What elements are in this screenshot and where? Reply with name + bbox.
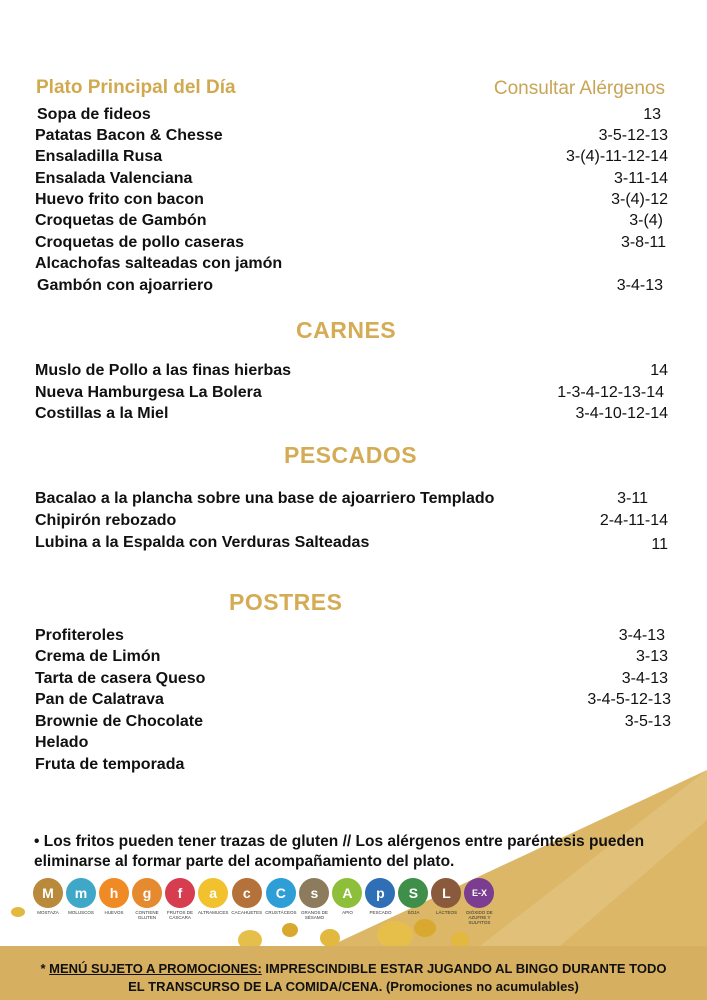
promo-footer bbox=[0, 946, 707, 1000]
menu-item-allergens: 13 bbox=[643, 106, 661, 123]
menu-item bbox=[35, 510, 668, 531]
promo-footer-line-1: * MENÚ SUJETO A PROMOCIONES: IMPRESCINDIBLE ESTAR JUGANDO AL BINGO DURANTE TODO bbox=[40, 961, 667, 976]
allergen-lupin: a ALTRAMUCES bbox=[198, 878, 228, 928]
menu-item-name: Huevo frito con bacon bbox=[35, 191, 204, 208]
menu-item bbox=[35, 125, 668, 146]
allergen-note: • Los fritos pueden tener trazas de gluten // Los alérgenos entre paréntesis pueden eliminarse al formar parte del acompañamiento del plato. bbox=[34, 833, 645, 870]
menu-item-name: Chipirón rebozado bbox=[35, 512, 177, 529]
menu-item-allergens: 3-(4) bbox=[629, 212, 663, 229]
allergen-mollusc: m MOLUSCOS bbox=[66, 878, 96, 928]
fish-icon: p bbox=[365, 878, 395, 908]
carnes-section-title: CARNES bbox=[296, 317, 397, 343]
menu-item bbox=[35, 275, 668, 296]
sesame-icon: s bbox=[299, 878, 329, 908]
nut-icon: f bbox=[165, 878, 195, 908]
menu-item bbox=[35, 382, 668, 403]
menu-item-allergens: 3-5-13 bbox=[624, 713, 671, 730]
menu-item-allergens: 1-3-4-12-13-14 bbox=[557, 384, 664, 401]
menu-item bbox=[35, 754, 668, 775]
menu-item bbox=[35, 689, 671, 710]
mustard-icon: M bbox=[33, 878, 63, 908]
menu-item-allergens: 3-11-14 bbox=[614, 170, 668, 187]
menu-item-allergens: 3-4-13 bbox=[616, 277, 663, 294]
menu-item bbox=[35, 646, 668, 667]
allergen-egg: h HUEVOS bbox=[99, 878, 129, 928]
menu-item-name: Gambón con ajoarriero bbox=[37, 277, 214, 294]
menu-item-name: Patatas Bacon & Chesse bbox=[35, 127, 223, 144]
menu-item bbox=[35, 146, 668, 167]
allergen-soy: S SOJA bbox=[398, 878, 428, 928]
menu-item bbox=[35, 625, 668, 646]
promo-label: MENÚ SUJETO A PROMOCIONES: bbox=[49, 961, 262, 976]
menu-item bbox=[35, 732, 668, 753]
lupin-icon: a bbox=[198, 878, 228, 908]
menu-item-name: Crema de Limón bbox=[35, 648, 161, 665]
menu-item-allergens: 3-(4)-11-12-14 bbox=[566, 148, 668, 165]
allergen-info-link[interactable]: Consultar Alérgenos bbox=[493, 78, 665, 99]
menu-item-allergens: 3-11 bbox=[617, 490, 648, 507]
menu-item-allergens: 3-(4)-12 bbox=[611, 191, 668, 208]
allergen-gluten: g CONTIENE GLUTEN bbox=[132, 878, 162, 928]
menu-item-name: Lubina a la Espalda con Verduras Salteadas bbox=[35, 534, 370, 551]
postres-section-title: POSTRES bbox=[229, 589, 343, 615]
sulphite-icon: E-X bbox=[464, 878, 494, 908]
menu-item bbox=[35, 232, 668, 253]
menu-item-allergens: 11 bbox=[651, 536, 668, 553]
allergen-sesame: s GRANOS DE SÉSAMO bbox=[299, 878, 329, 928]
allergen-peanut: c CACAHUETES bbox=[231, 878, 262, 928]
menu-item-name: Bacalao a la plancha sobre una base de ajoarriero Templado bbox=[35, 490, 495, 507]
menu-item-allergens: 3-4-13 bbox=[618, 627, 665, 644]
menu-item-name: Croquetas de pollo caseras bbox=[35, 234, 244, 251]
menu-item-name: Costillas a la Miel bbox=[35, 405, 169, 422]
dairy-icon: L bbox=[431, 878, 461, 908]
menu-item-allergens: 3-4-10-12-14 bbox=[575, 405, 668, 422]
menu-item-name: Croquetas de Gambón bbox=[35, 212, 207, 229]
menu-item-allergens: 3-8-11 bbox=[620, 234, 666, 251]
menu-item bbox=[35, 711, 671, 732]
crustacean-icon: C bbox=[266, 878, 296, 908]
menu-item-allergens: 3-4-13 bbox=[621, 670, 668, 687]
gluten-icon: g bbox=[132, 878, 162, 908]
menu-item bbox=[35, 532, 668, 553]
menu-item-name: Ensalada Valenciana bbox=[35, 170, 193, 187]
menu-item-name: Ensaladilla Rusa bbox=[35, 148, 163, 165]
menu-item-name: Brownie de Chocolate bbox=[35, 713, 204, 730]
pescados-section-title: PESCADOS bbox=[284, 442, 418, 468]
menu-item bbox=[35, 253, 668, 274]
celery-icon: A bbox=[332, 878, 362, 908]
allergen-fish: p PESCADO bbox=[365, 878, 395, 928]
mollusc-icon: m bbox=[66, 878, 96, 908]
soy-icon: S bbox=[398, 878, 428, 908]
menu-item-name: Alcachofas salteadas con jamón bbox=[35, 255, 283, 272]
allergen-celery: A APIO bbox=[332, 878, 362, 928]
allergen-crustacean: C CRUSTÁCEOS bbox=[265, 878, 296, 928]
peanut-icon: c bbox=[232, 878, 262, 908]
menu-item bbox=[35, 210, 668, 231]
menu-item bbox=[35, 488, 668, 509]
menu-item-name: Nueva Hamburgesa La Bolera bbox=[35, 384, 262, 401]
menu-item-allergens: 14 bbox=[650, 362, 668, 379]
menu-item-name: Tarta de casera Queso bbox=[35, 670, 206, 687]
egg-icon: h bbox=[99, 878, 129, 908]
menu-item bbox=[35, 360, 668, 381]
menu-item-name: Sopa de fideos bbox=[37, 106, 151, 123]
menu-item-name: Muslo de Pollo a las finas hierbas bbox=[35, 362, 292, 379]
menu-item-allergens: 3-4-5-12-13 bbox=[587, 691, 671, 708]
allergen-sulphites: E-X DIÓXIDO DE AZUFRE Y SULFITOS bbox=[464, 878, 494, 928]
allergen-mustard: M MOSTAZA bbox=[33, 878, 63, 928]
menu-item-allergens: 2-4-11-14 bbox=[599, 512, 668, 529]
menu-item-allergens: 3-5-12-13 bbox=[598, 127, 668, 144]
menu-item bbox=[35, 189, 668, 210]
menu-item-allergens: 3-13 bbox=[635, 648, 668, 665]
allergen-nuts: f FRUTOS DE CÁSCARA bbox=[165, 878, 195, 928]
allergen-dairy: L LÁCTEOS bbox=[431, 878, 461, 928]
menu-item bbox=[35, 403, 668, 424]
menu-item-name: Fruta de temporada bbox=[35, 756, 185, 773]
allergen-legend bbox=[33, 878, 493, 928]
promo-footer-line-2: EL TRANSCURSO DE LA COMIDA/CENA. (Promociones no acumulables) bbox=[128, 979, 579, 994]
menu-item-name: Helado bbox=[35, 734, 89, 751]
menu-item bbox=[35, 104, 668, 125]
menu-item-name: Profiteroles bbox=[35, 627, 124, 644]
menu-item bbox=[35, 668, 668, 689]
menu-item-name: Pan de Calatrava bbox=[35, 691, 164, 708]
principal-section-title: Plato Principal del Día bbox=[36, 77, 236, 98]
menu-item bbox=[35, 168, 668, 189]
